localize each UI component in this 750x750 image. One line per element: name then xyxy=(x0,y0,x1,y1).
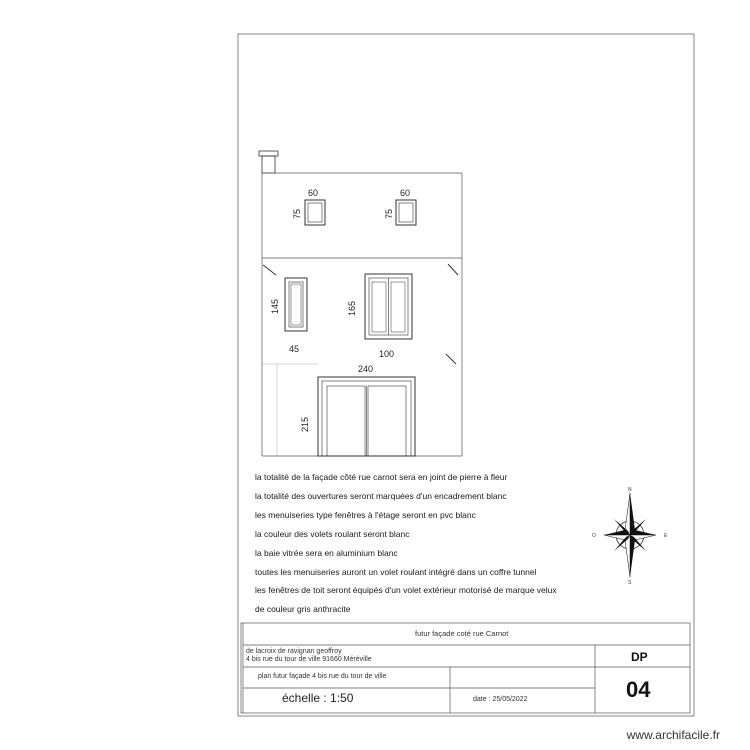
window-right xyxy=(365,274,412,339)
window-left xyxy=(285,278,307,331)
dim-bay-height: 215 xyxy=(300,416,310,432)
dim-bay-width: 240 xyxy=(358,364,374,374)
skylight-right xyxy=(396,200,416,225)
chimney xyxy=(259,151,278,173)
dim-skylight-right-width: 60 xyxy=(400,188,411,198)
note-4: la couleur des volets roulant seront blanc xyxy=(255,529,410,539)
dim-skylight-right-height: 75 xyxy=(384,208,394,219)
doc-code: DP xyxy=(631,650,648,664)
date: date : 25/05/2022 xyxy=(473,696,528,703)
compass-east: E xyxy=(664,533,668,539)
dim-skylight-left-height: 75 xyxy=(292,208,302,219)
note-7: les fenêtres de toit seront équipés d'un volet extérieur motorisé de marque velux xyxy=(255,585,557,595)
watermark: www.archifacile.fr xyxy=(626,728,720,742)
note-1: la totalité de la façade côté rue carnot sera en joint de pierre à fleur xyxy=(255,472,508,482)
doc-number: 04 xyxy=(626,677,651,702)
note-6: toutes les menuiseries auront un volet roulant intégré dans un coffre tunnel xyxy=(255,567,537,577)
dim-window-right-height: 165 xyxy=(347,300,357,316)
note-3: les menuiseries type fenêtres à l'étage seront en pvc blanc xyxy=(255,510,476,520)
owner-name: de lacroix de ravignan geoffroy xyxy=(246,648,342,655)
scale: échelle : 1:50 xyxy=(282,691,354,705)
dim-window-left-height: 145 xyxy=(270,298,280,314)
note-8: de couleur gris anthracite xyxy=(255,604,351,614)
dim-window-right-width: 100 xyxy=(379,349,395,359)
compass-north: N xyxy=(628,487,632,493)
skylight-left xyxy=(305,200,325,225)
title-block-title: futur façade coté rue Carnot xyxy=(415,629,509,638)
note-2: la totalité des ouvertures seront marquées d'un encadrement blanc xyxy=(255,491,507,501)
compass-south: S xyxy=(628,580,632,586)
compass-west: O xyxy=(592,533,596,539)
dim-skylight-left-width: 60 xyxy=(308,188,319,198)
owner-address: 4 bis rue du tour de ville 91660 Méréville xyxy=(246,656,372,663)
dim-window-left-width: 45 xyxy=(289,344,300,354)
note-5: la baie vitrée sera en aluminium blanc xyxy=(255,548,398,558)
bay-window-door xyxy=(318,377,415,456)
compass-rose xyxy=(592,487,668,586)
plan-label: plan futur façade 4 bis rue du tour de ville xyxy=(258,673,387,680)
